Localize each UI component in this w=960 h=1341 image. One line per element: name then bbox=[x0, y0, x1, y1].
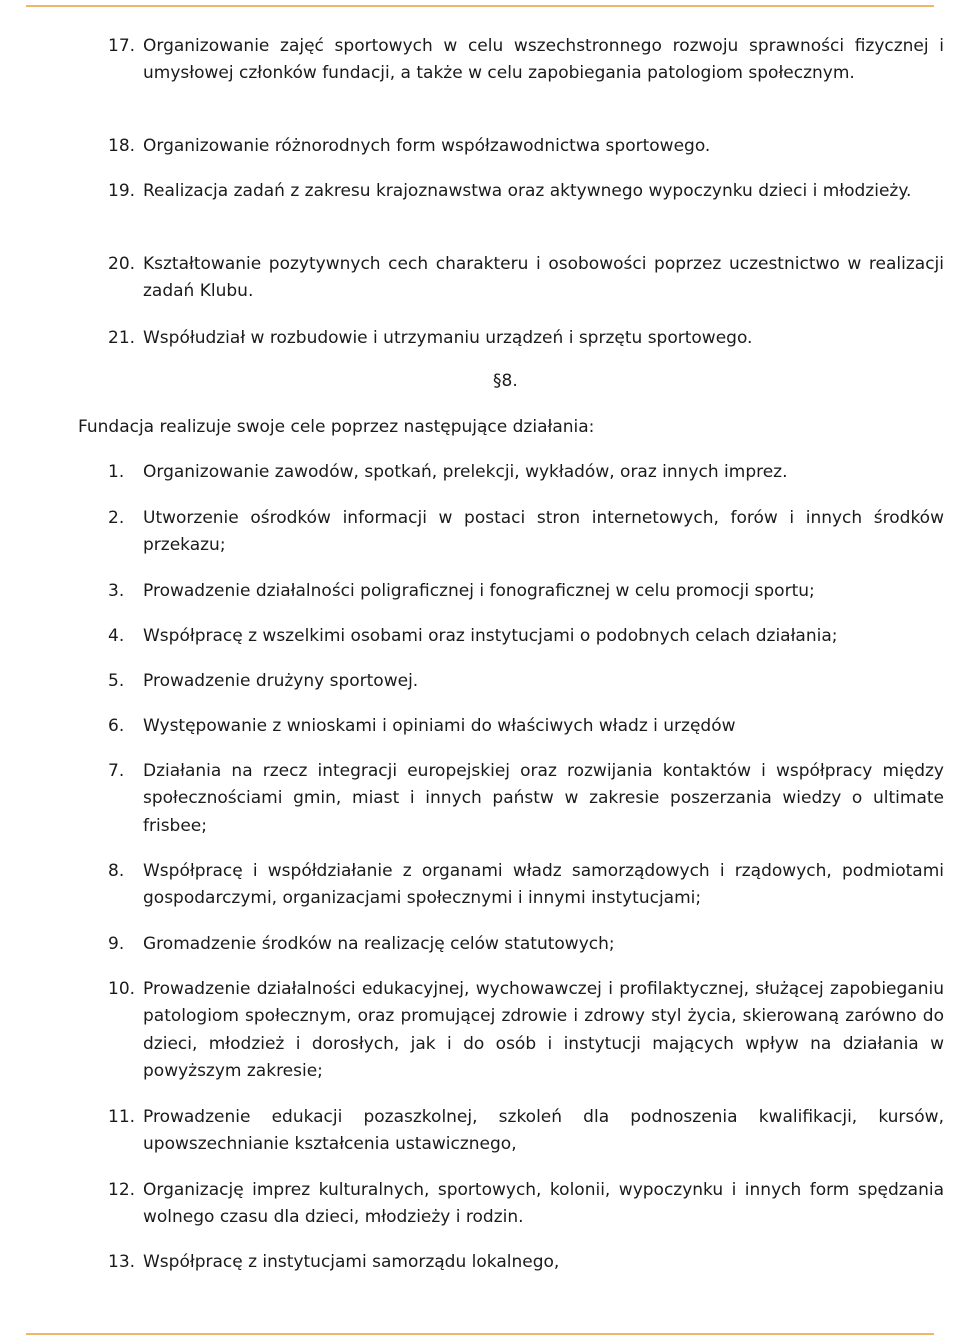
list-item bbox=[108, 623, 944, 650]
item-text: Współpracę i współdziałanie z organami władz samorządowych i rządowych, podmiotami gospodarczymi, organizacjami społecznymi i innymi instytucjami; bbox=[143, 861, 944, 909]
list-item bbox=[108, 931, 944, 958]
list-item bbox=[108, 578, 944, 605]
item-text: Występowanie z wnioskami i opiniami do właściwych władz i urzędów bbox=[143, 716, 736, 736]
item-number: 17. bbox=[108, 36, 136, 56]
top-rule bbox=[26, 5, 934, 7]
item-number: 18. bbox=[108, 136, 136, 156]
list-item bbox=[108, 858, 944, 913]
item-text: Współpracę z wszelkimi osobami oraz instytucjami o podobnych celach działania; bbox=[143, 626, 838, 646]
list-item bbox=[108, 668, 944, 695]
item-text: Realizacja zadań z zakresu krajoznawstwa oraz aktywnego wypoczynku dzieci i młodzieży. bbox=[143, 181, 912, 201]
list-item bbox=[108, 133, 944, 160]
item-number: 11. bbox=[108, 1107, 136, 1127]
item-number: 10. bbox=[108, 979, 136, 999]
item-number: 1. bbox=[108, 462, 125, 482]
item-number: 13. bbox=[108, 1252, 136, 1272]
section-intro: Fundacja realizuje swoje cele poprzez następujące działania: bbox=[78, 417, 595, 437]
item-text: Organizowanie różnorodnych form współzawodnictwa sportowego. bbox=[143, 136, 711, 156]
list-item bbox=[108, 1104, 944, 1159]
item-text: Organizację imprez kulturalnych, sportowych, kolonii, wypoczynku i innych form spędzania wolnego czasu dla dzieci, młodzieży i rodzin. bbox=[143, 1180, 944, 1228]
item-text: Organizowanie zawodów, spotkań, prelekcji, wykładów, oraz innych imprez. bbox=[143, 462, 788, 482]
list-item bbox=[108, 505, 944, 560]
item-number: 2. bbox=[108, 508, 125, 528]
item-text: Prowadzenie edukacji pozaszkolnej, szkoleń dla podnoszenia kwalifikacji, kursów, upowszechnianie kształcenia ustawicznego, bbox=[143, 1107, 944, 1155]
item-number: 6. bbox=[108, 716, 125, 736]
item-text: Organizowanie zajęć sportowych w celu wszechstronnego rozwoju sprawności fizycznej i umysłowej członków fundacji, a także w celu zapobiegania patologiom społecznym. bbox=[143, 36, 944, 84]
list-item bbox=[108, 33, 944, 88]
item-text: Współpracę z instytucjami samorządu lokalnego, bbox=[143, 1252, 560, 1272]
item-number: 5. bbox=[108, 671, 125, 691]
item-number: 9. bbox=[108, 934, 125, 954]
list-item bbox=[108, 325, 944, 352]
bottom-rule bbox=[26, 1333, 934, 1335]
item-text: Gromadzenie środków na realizację celów statutowych; bbox=[143, 934, 615, 954]
section-heading: §8. bbox=[493, 371, 518, 391]
item-number: 4. bbox=[108, 626, 125, 646]
item-text: Współudział w rozbudowie i utrzymaniu urządzeń i sprzętu sportowego. bbox=[143, 328, 753, 348]
list-item bbox=[108, 459, 944, 486]
item-number: 20. bbox=[108, 254, 136, 274]
list-item bbox=[108, 713, 944, 740]
item-number: 8. bbox=[108, 861, 125, 881]
item-number: 3. bbox=[108, 581, 125, 601]
list-item bbox=[108, 1249, 944, 1276]
item-text: Prowadzenie działalności poligraficznej i fonograficznej w celu promocji sportu; bbox=[143, 581, 815, 601]
item-number: 12. bbox=[108, 1180, 136, 1200]
list-item bbox=[108, 251, 944, 306]
list-item bbox=[108, 178, 944, 205]
list-item bbox=[108, 976, 944, 1085]
item-text: Kształtowanie pozytywnych cech charakteru i osobowości poprzez uczestnictwo w realizacji zadań Klubu. bbox=[143, 254, 944, 302]
item-number: 19. bbox=[108, 181, 136, 201]
item-number: 21. bbox=[108, 328, 136, 348]
item-text: Prowadzenie działalności edukacyjnej, wychowawczej i profilaktycznej, służącej zapobieganiu patologiom społecznym, oraz promującej zdrowie i zdrowy styl życia, skierowaną zarówno do dzieci, młodzież i dorosłych, jak i do osób i instytucji mających wpływ na działania w powyższym zakresie; bbox=[143, 979, 944, 1081]
item-text: Utworzenie ośrodków informacji w postaci stron internetowych, forów i innych środków przekazu; bbox=[143, 508, 944, 556]
item-text: Działania na rzecz integracji europejskiej oraz rozwijania kontaktów i współpracy między społecznościami gmin, miast i innych państw w zakresie poszerzania wiedzy o ultimate frisbee; bbox=[143, 761, 944, 836]
list-item bbox=[108, 1177, 944, 1232]
item-number: 7. bbox=[108, 761, 125, 781]
item-text: Prowadzenie drużyny sportowej. bbox=[143, 671, 419, 691]
list-item bbox=[108, 758, 944, 840]
